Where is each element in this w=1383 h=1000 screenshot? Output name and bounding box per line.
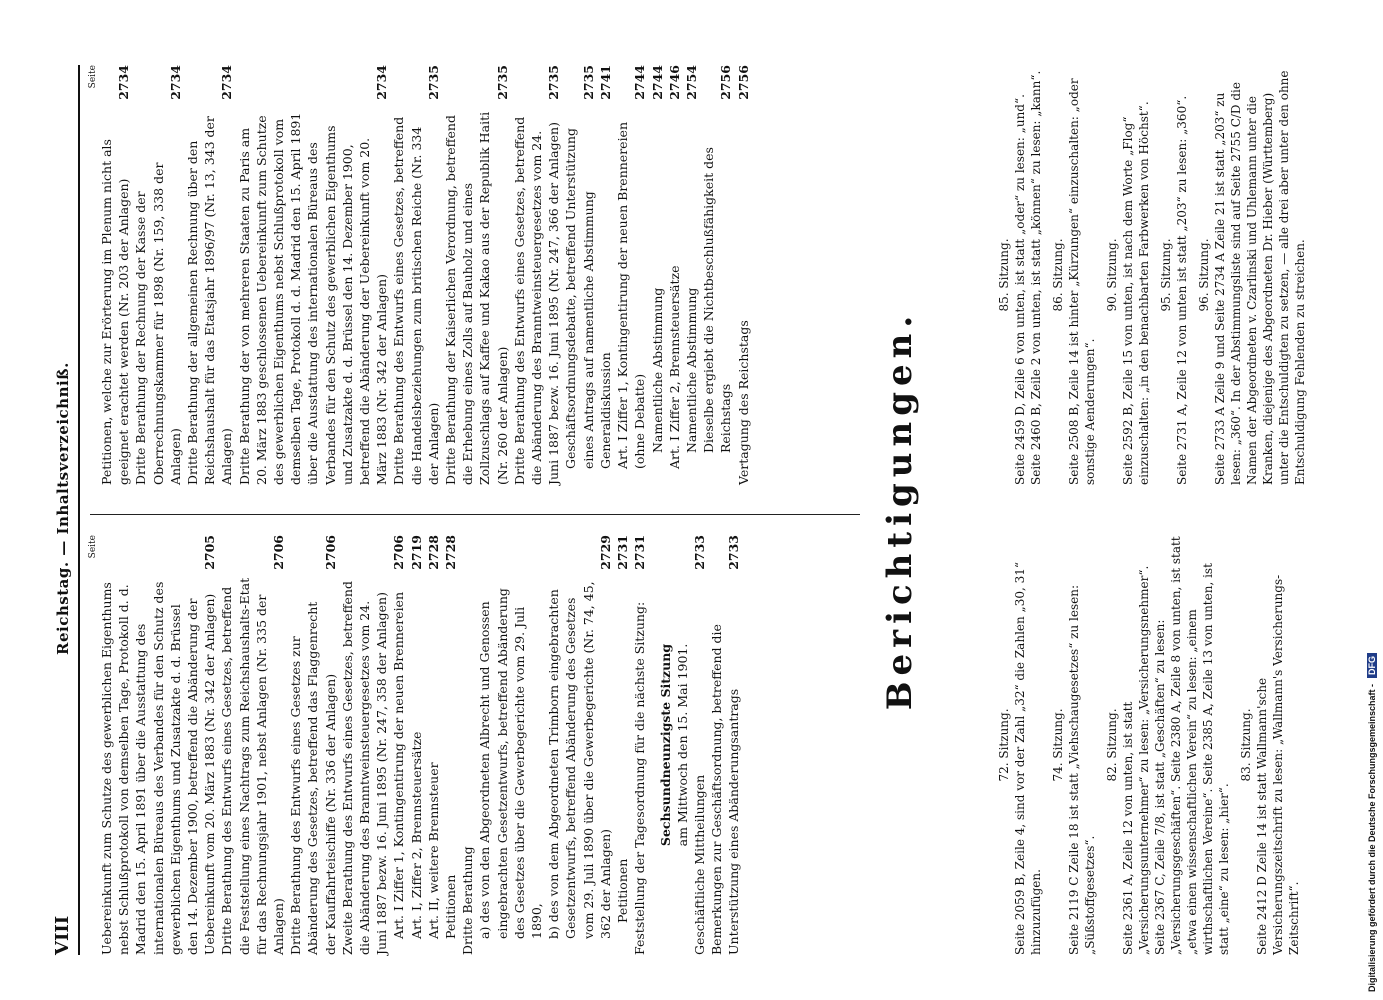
toc-entry-page: 2729: [597, 535, 613, 570]
toc-entry: [425, 535, 442, 955]
toc-entry: [132, 65, 184, 485]
correction-text: Seite 2119 C Zeile 18 ist statt „Viehschaugesetzes“ zu lesen: „Süßstoffgesetzes“.: [1067, 585, 1097, 955]
toc-entry-page: 2754: [683, 65, 699, 100]
toc-entry-page: 2735: [546, 65, 562, 100]
toc-entry: [442, 535, 459, 955]
toc-entry: [614, 535, 631, 955]
toc-entry-page: 2706: [391, 535, 407, 570]
toc-entry-text: Art. I Ziffer 2, Brennsteuersätze: [666, 265, 682, 469]
toc-entry: [218, 535, 287, 955]
toc-entry: [339, 535, 391, 955]
seite-label: Seite: [88, 65, 98, 89]
left-column: [88, 535, 743, 955]
toc-entry-text: Feststellung der Tagesordnung für die nächste Sitzung:: [632, 601, 648, 955]
correction-text: Seite 2412 D Zeile 14 ist statt Wallmann'sche Versicherungszeitschrift zu lesen: „Wallmann's Versicherungs-Zeitschrift“.: [1255, 574, 1301, 955]
toc-entry-text: Dritte Berathung der allgemeinen Rechnung über den Reichshaushalt für das Etatsjahr 1896/97 (Nr. 13, 343 der Anlagen): [185, 116, 235, 485]
toc-entry-page: 2735: [494, 65, 510, 100]
toc-entry-text: Vertagung des Reichstags: [735, 320, 751, 485]
running-title: Reichstag. — Inhaltsverzeichniß.: [54, 362, 72, 655]
toc-entry-page: 2734: [374, 65, 390, 100]
toc-entry-text: b) des von dem Abgeordneten Trimborn eingebrachten Gesetzentwurfs, betreffend Abänderung des Gesetzes vom 29. Juli 1890 über die Gewerbegerichte (Nr. 74, 45, 362 der Anlagen): [546, 581, 613, 939]
correction-text: Seite 2733 A Zeile 9 und Seite 2734 A Zeile 21 ist statt „203“ zu lesen: „360“. In der Abstimmungsliste sind auf Seite 2755 C/D die Namen der Abgeordneten v. Czarlinski und Uhlemann unter die Kranken, diejenige des Abgeordneten Dr. Hieber (Württemberg) unter die Entschuldigten zu setzen, — alle drei aber unter den ohne Entschuldigung Fehlenden zu streichen.: [1213, 70, 1307, 485]
toc-entry-page: 2741: [597, 65, 613, 100]
toc-entry-page: 2733: [691, 535, 707, 570]
toc-entry: [98, 535, 218, 955]
toc-entry-page: 2735: [580, 65, 596, 100]
toc-entry-text: a) des von den Abgeordneten Albrecht und Genossen eingebrachten Gesetzentwurfs, betreffend Abänderung des Gesetzes über die Gewerbegerichte vom 29. Juli 1890,: [477, 588, 545, 939]
toc-entry: [98, 65, 132, 485]
toc-entry-text: Zweite Berathung des Entwurfs eines Gesetzes, betreffend die Abänderung des Branntweinsteuergesetzes vom 24. Juni 1887 bezw. 16. Juni 1895 (Nr. 247, 358 der Anlagen): [339, 581, 390, 955]
toc-entry: [459, 535, 476, 955]
right-column: [88, 65, 752, 485]
toc-entry-text: Petitionen: [443, 874, 459, 939]
toc-entry: [666, 65, 683, 485]
toc-entry-page: 2746: [666, 65, 682, 100]
toc-entry-text: Art. II, weitere Brennsteuer: [425, 762, 441, 939]
toc-entry: [597, 65, 614, 485]
toc-entry-page: 2731: [615, 535, 631, 570]
toc-entry-text: Uebereinkunft zum Schutze des gewerblichen Eigenthums nebst Schlußprotokoll von demselben Tage, Protokoll d. d. Madrid den 15. April 1891 über die Ausstattung des internationalen Büreaus des Verbandes für den Schutz des gewerblichen Eigenthums und Zusatzakte d. d. Brüssel den 14. Dezember 1900, betreffend die Abänderung der Uebereinkunft vom 20. März 1883 (Nr. 342 der Anlagen): [99, 581, 218, 955]
toc-entry: [511, 65, 563, 485]
toc-entry-text: Dritte Berathung des Entwurfs eines Gesetzes zur Abänderung des Gesetzes, betreffend das Flaggenrecht der Kauffahrteischiffe (Nr. 336 der Anlagen): [288, 601, 338, 955]
dfg-sidebar: [1367, 12, 1383, 992]
sitzung-heading: 86. Sitzung.: [1051, 238, 1065, 312]
toc-entry-text: Art. I Ziffer 1, Kontingentirung der neuen Brennereien (ohne Debatte): [615, 121, 648, 469]
toc-entry-page: 2734: [116, 65, 132, 100]
toc-entry: [476, 535, 545, 955]
toc-entry-text: Namentliche Abstimmung: [683, 287, 699, 453]
toc-entry: [408, 535, 425, 955]
toc-entry: [614, 65, 648, 485]
toc-entry: [735, 65, 752, 485]
toc-entry-text: Art. I Ziffer 1, Kontingentirung der neuen Brennereien: [391, 591, 407, 939]
sitzung-heading: 95. Sitzung.: [1159, 238, 1173, 312]
toc-entry-text: Dritte Berathung des Entwurfs eines Gesetzes, betreffend die Handelsbeziehungen zum britischen Reiche (Nr. 334 der Anlagen): [391, 116, 441, 485]
toc-entry: [649, 65, 666, 485]
page-number: VIII: [52, 915, 73, 955]
toc-entry-text: Dritte Berathung des Entwurfs eines Gesetzes, betreffend die Abänderung des Branntweinsteuergesetzes vom 24. Juni 1887 bezw. 16. Juni 1895 (Nr. 247, 366 der Anlagen): [511, 116, 562, 485]
berichtigungen-section: [880, 65, 1307, 955]
toc-entry-page: 2706: [271, 535, 287, 570]
toc-entry-text: Bemerkungen zur Geschäftsordnung, betreffend die Unterstützung eines Abänderungsantrags: [709, 624, 742, 955]
toc-entry-text: Dritte Berathung: [460, 846, 476, 955]
toc-entry-text: Dieselbe ergiebt die Nichtbeschlußfähigkeit des Reichstags: [701, 147, 734, 453]
toc-entry-page: 2735: [425, 65, 441, 100]
toc-entry-page: 2756: [735, 65, 751, 100]
correction-text: Seite 2508 B, Zeile 14 ist hinter „Kürzungen“ einzuschalten: „oder sonstige Aenderungen“.: [1067, 78, 1097, 485]
column-divider: [90, 514, 860, 515]
toc-entry-text: Geschäftsordnungsdebatte, betreffend Unterstützung eines Antrags auf namentliche Abstimmung: [563, 128, 596, 469]
toc-entry-page: 2734: [167, 65, 183, 100]
sitzung-heading: 90. Sitzung.: [1105, 238, 1119, 312]
toc-entry: [691, 535, 708, 955]
toc-entry-text: Dritte Berathung des Entwurfs eines Gesetzes, betreffend die Feststellung eines Nachtrags zum Reichshaushalts-Etat für das Rechnungsjahr 1901, nebst Anlagen (Nr. 335 der Anlagen): [219, 577, 287, 955]
toc-entry: [390, 535, 407, 955]
session-heading: Sechsundneunzigste Sitzung: [657, 643, 673, 847]
correction-text: Seite 2459 D, Zeile 6 von unten, ist statt „oder“ zu lesen: „und“. Seite 2460 B, Zeile 2 von unten, ist statt „können“ zu lesen: „kann“.: [1013, 70, 1043, 485]
toc-entry: [442, 65, 511, 485]
toc-entry: [545, 535, 614, 955]
toc-entry-page: 2734: [219, 65, 235, 100]
toc-entry-text: Petitionen, welche zur Erörterung im Plenum nicht als geeignet erachtet werden (Nr. 203 der Anlagen): [99, 139, 132, 485]
toc-entry: [683, 65, 700, 485]
toc-entry-page: 2744: [632, 65, 648, 100]
toc-entry-page: 2728: [443, 535, 459, 570]
toc-entry-text: Geschäftliche Mittheilungen: [691, 774, 707, 955]
session-date: am Mittwoch den 15. Mai 1901.: [674, 643, 690, 847]
sitzung-heading: 82. Sitzung.: [1105, 708, 1119, 782]
toc-entry-page: 2705: [202, 535, 218, 570]
toc-entry-page: 2744: [649, 65, 665, 100]
toc-entry-text: Generaldiskussion: [597, 352, 613, 469]
sitzung-heading: 85. Sitzung.: [997, 238, 1011, 312]
berichtigungen-title: Berichtigungen.: [880, 309, 920, 711]
toc-entry: [184, 65, 236, 485]
toc-entry-page: 2719: [408, 535, 424, 570]
sitzung-heading: 96. Sitzung.: [1197, 238, 1211, 312]
toc-entry: [631, 535, 648, 955]
toc-entry-text: Art. I, Ziffer 2, Brennsteuersätze: [408, 731, 424, 939]
seite-label: Seite: [88, 535, 98, 559]
toc-entry-text: Namentliche Abstimmung: [649, 287, 665, 453]
sitzung-heading: 83. Sitzung.: [1239, 708, 1253, 782]
toc-entry: [708, 535, 742, 955]
toc-entry: [236, 65, 391, 485]
toc-entry-page: 2731: [632, 535, 648, 570]
berichtigungen-right: [990, 65, 1308, 485]
toc-entry-page: 2733: [726, 535, 742, 570]
sitzung-heading: 74. Sitzung.: [1051, 708, 1065, 782]
correction-text: Seite 2361 A, Zeile 12 von unten, ist statt „Versicherungsunternehmer“ zu lesen: „Versicherungsnehmer“. Seite 2367 C, Zeile 7/8, ist statt „Geschäften“ zu lesen: „Versicherungsgeschäften“. Seite 2380 A, Zeile 8 von unten, ist statt „etwa einen wissenschaftlichen Verein“ zu lesen: „einem wirthschaftlichen Vereine“. Seite 2385 A, Zeile 13 von unten, ist statt „eine“ zu lesen: „hier“.: [1121, 536, 1231, 955]
rotated-page-content: [50, 65, 1360, 955]
toc-entry-text: Dritte Berathung der Kaiserlichen Verordnung, betreffend die Erhebung eines Zolls auf Bauholz und eines Zollzuschlags auf Kaffee und Kakao aus der Republik Haiti (Nr. 260 der Anlagen): [443, 111, 510, 485]
toc-entry: [390, 65, 442, 485]
correction-text: Seite 2592 B, Zeile 15 von unten, ist nach dem Worte „Flog“ einzuschalten: „in den benachbarten Farbwerken von Höchst“.: [1121, 101, 1151, 485]
toc-entry-text: Petitionen: [615, 858, 631, 923]
dfg-logo: DFG: [1367, 653, 1377, 678]
toc-entry-page: 2728: [425, 535, 441, 570]
correction-text: Seite 2059 B, Zeile 4, sind vor der Zahl „32“ die Zahlen „30, 31“ hinzuzufügen.: [1013, 561, 1043, 955]
toc-entry-page: 2706: [322, 535, 338, 570]
toc-entry-text: Dritte Berathung der von mehreren Staaten zu Paris am 20. März 1883 geschlossenen Uebereinkunft zum Schutze des gewerblichen Eigenthums nebst Schlußprotokoll vom demselben Tage, Protokoll d. d. Madrid den 15. April 1891 über die Ausstattung des internationalen Büreaus des Verbandes für den Schutz des gewerblichen Eigenthums und Zusatzakte d. d. Brüssel den 14. Dezember 1900, betreffend die Abänderung der Uebereinkunft vom 20. März 1883 (Nr. 342 der Anlagen): [236, 112, 390, 485]
toc-entry-text: Dritte Berathung der Rechnung der Kasse der Oberrechnungskammer für 1898 (Nr. 159, 338 der Anlagen): [133, 162, 183, 485]
toc-entry: [562, 65, 596, 485]
sitzung-heading: 72. Sitzung.: [997, 708, 1011, 782]
dfg-notice: Digitalisierung gefördert durch die Deutsche Forschungsgemeinschaft -: [1367, 683, 1377, 992]
page-header: [50, 65, 80, 955]
berichtigungen-left: [990, 535, 1302, 955]
toc-entry-page: 2756: [718, 65, 734, 100]
correction-text: Seite 2731 A, Zeile 12 von unten ist statt „203“ zu lesen: „360“.: [1175, 95, 1189, 485]
toc-entry: [287, 535, 339, 955]
toc-entry: [700, 65, 734, 485]
